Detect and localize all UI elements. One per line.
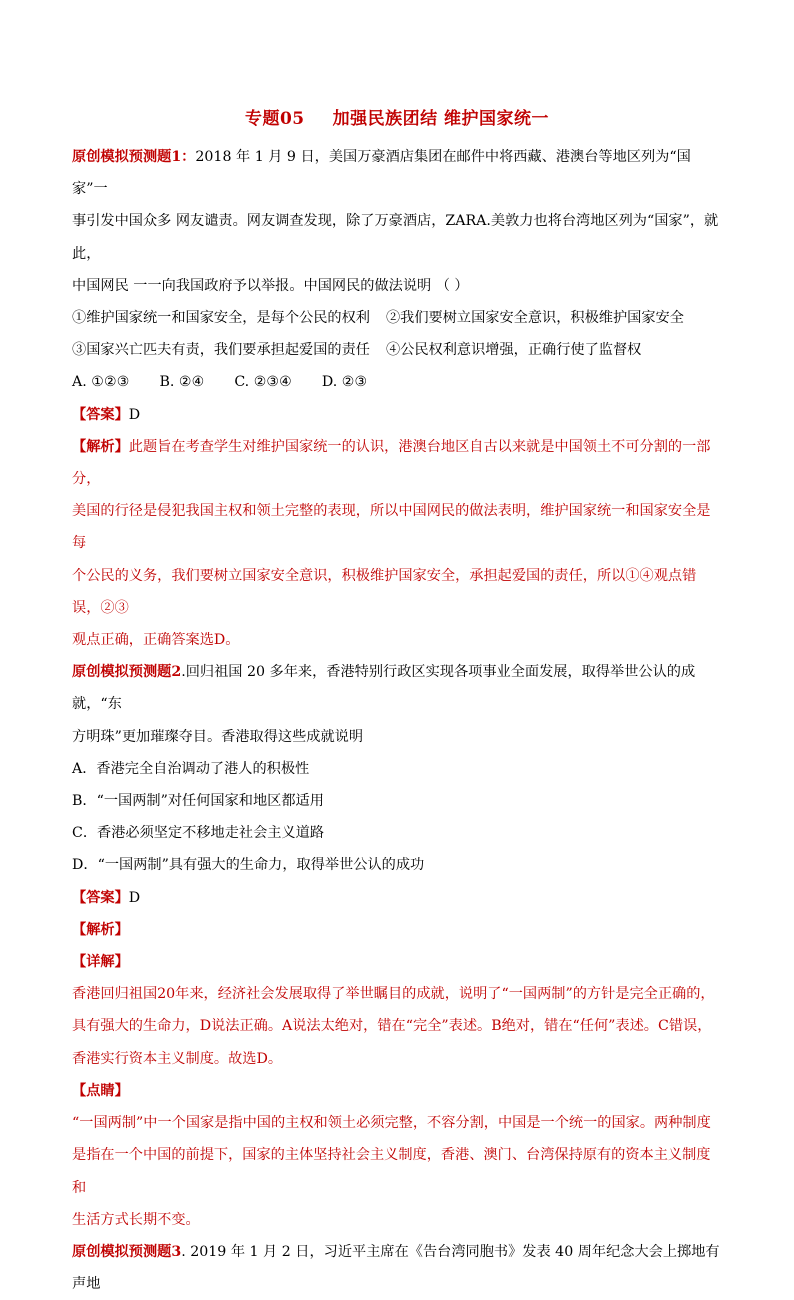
topic-name: 加强民族团结 维护国家统一 bbox=[332, 109, 550, 129]
q1-analysis-line-2: 美国的行径是侵犯我国主权和领土完整的表现，所以中国网民的做法表明，维护国家统一和国家安全是每 bbox=[72, 503, 711, 552]
q1-statement-4: ④公民权利意识增强，正确行使了监督权 bbox=[385, 342, 642, 359]
q2-point-line-2: 是指在一个中国的前提下，国家的主体坚持社会主义制度，香港、澳门、台湾保持原有的资本主义制度和 bbox=[72, 1147, 711, 1196]
q1-option-d: D. ②③ bbox=[321, 374, 368, 391]
q1-option-c: C. ②③④ bbox=[234, 374, 292, 391]
q2-option-b: B．“一国两制”对任何国家和地区都适用 bbox=[72, 793, 324, 810]
q1-statement-2: ②我们要树立国家安全意识，积极维护国家安全 bbox=[385, 310, 684, 327]
q1-answer-value: D bbox=[128, 406, 141, 423]
q2-point-tag: 【点睛】 bbox=[72, 1082, 129, 1099]
q2-detail-line-2: 具有强大的生命力，D说法正确。A说法太绝对，错在“完全”表述。B绝对，错在“任何”表述。C错误， bbox=[72, 1018, 712, 1035]
q1-option-b: B. ②④ bbox=[159, 374, 205, 391]
q1-statement-3: ③国家兴亡匹夫有责，我们要承担起爱国的责任 bbox=[72, 342, 370, 359]
q2-answer-value: D bbox=[128, 889, 141, 906]
q2-tag: 原创模拟预测题2 bbox=[72, 664, 182, 681]
q1-answer-tag: 【答案】 bbox=[72, 406, 129, 423]
q1-stem-line-3: 中国网民 一一向我国政府予以举报。中国网民的做法说明 （ ） bbox=[72, 277, 469, 294]
topic-number: 专题05 bbox=[244, 109, 305, 129]
q2-point-line-3: 生活方式长期不变。 bbox=[72, 1211, 200, 1228]
q3-tag: 原创模拟预测题3 bbox=[72, 1243, 182, 1260]
q1-analysis-tag: 【解析】 bbox=[72, 438, 129, 455]
q3-stem-line-1: 原创模拟预测题3. 2019 年 1 月 2 日，习近平主席在《告台湾同胞书》发表 40 周年纪念大会上掷地有声地 bbox=[72, 1243, 720, 1293]
q2-option-d: D．“一国两制”具有强大的生命力，取得举世公认的成功 bbox=[72, 857, 425, 874]
q1-statement-1: ①维护国家统一和国家安全，是每个公民的权利 bbox=[72, 310, 370, 327]
q1-analysis-line-3: 个公民的义务，我们要树立国家安全意识，积极维护国家安全，承担起爱国的责任，所以①④观点错误，②③ bbox=[72, 567, 697, 616]
q1-stem-line-2: 事引发中国众多 网友谴责。网友调查发现，除了万豪酒店，ZARA.美敦力也将台湾地区列为“国家”，就此， bbox=[72, 213, 719, 262]
document-body bbox=[72, 141, 722, 1300]
q2-detail-tag: 【详解】 bbox=[72, 954, 129, 971]
q2-option-c: C．香港必须坚定不移地走社会主义道路 bbox=[72, 825, 325, 842]
q1-option-a: A. ①②③ bbox=[72, 374, 130, 391]
q2-stem-line-1: 原创模拟预测题2.回归祖国 20 多年来，香港特别行政区实现各项事业全面发展，取得举世公认的成就，“东 bbox=[72, 664, 696, 713]
q1-statements-line-2 bbox=[72, 334, 722, 366]
q2-detail-line-3: 香港实行资本主义制度。故选D。 bbox=[72, 1050, 283, 1067]
q2-answer bbox=[72, 882, 722, 914]
page-title bbox=[0, 104, 794, 129]
q1-statements-line-1 bbox=[72, 302, 722, 334]
q2-option-a: A．香港完全自治调动了港人的积极性 bbox=[72, 760, 310, 777]
q1-stem-line-1: 原创模拟预测题1：2018 年 1 月 9 日，美国万豪酒店集团在邮件中将西藏、港澳台等地区列为“国家”一 bbox=[72, 149, 691, 198]
q1-analysis-line-1: 【解析】此题旨在考查学生对维护国家统一的认识，港澳台地区自古以来就是中国领土不可分割的一部分， bbox=[72, 438, 711, 488]
q2-answer-tag: 【答案】 bbox=[72, 889, 129, 906]
q2-point-line-1: “一国两制”中一个国家是指中国的主权和领土必须完整，不容分割，中国是一个统一的国家。两种制度 bbox=[72, 1115, 711, 1132]
q2-detail-line-1: 香港回归祖国20年来，经济社会发展取得了举世瞩目的成就，说明了“一国两制”的方针是完全正确的， bbox=[72, 986, 715, 1003]
q2-analysis-tag: 【解析】 bbox=[72, 921, 129, 938]
q1-options bbox=[72, 366, 722, 398]
q1-answer bbox=[72, 399, 722, 431]
q1-tag: 原创模拟预测题1： bbox=[72, 149, 196, 165]
q1-analysis-line-4: 观点正确，正确答案选D。 bbox=[72, 632, 240, 649]
q2-stem-line-2: 方明珠”更加璀璨夺目。香港取得这些成就说明 bbox=[72, 728, 364, 745]
